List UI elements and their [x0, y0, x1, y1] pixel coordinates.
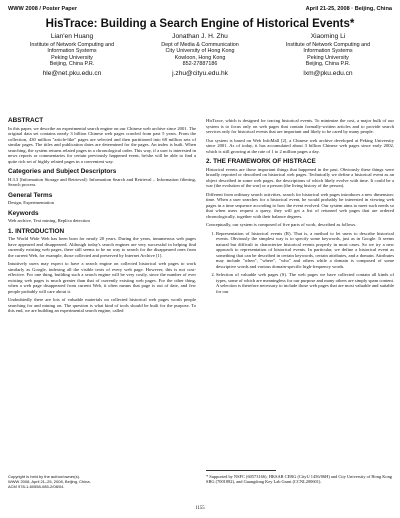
copyright-line: ACM 978-1-60558-085-2/08/04. — [8, 484, 65, 489]
author-affil-line: Information Systems — [47, 48, 97, 55]
author-affil-line: City University of Hong Kong — [165, 48, 235, 55]
author-email: hle@net.pku.edu.cn — [42, 69, 102, 77]
author-affil-line: Information Systems — [303, 48, 353, 55]
footnote-rule — [206, 470, 276, 471]
author-email: j.zhu@cityu.edu.hk — [172, 69, 228, 77]
author-affil-line: Beijing, China P.R. — [305, 61, 351, 68]
keywords-text: Web archive, Text mining, Replica detection — [8, 218, 90, 223]
intro-paragraph: The World Wide Web has been born for nearly 20 years. During the years, innumerous web pages have appeared and disappeared. Although today's search engines are very successful in helping find currently existing web pages, there still seems to be no way to search for the disappeared ones from the current Web, for example, those collected and preserved by Internet Archive [1]. — [8, 236, 196, 258]
author-name: Jonathan J. H. Zhu — [172, 33, 228, 40]
introduction-heading: 1. INTRODUCTION — [8, 227, 65, 235]
author-block — [8, 34, 392, 78]
author-1 — [8, 34, 136, 78]
abstract-text: In this paper, we describe an experimental search engine on our Chinese web archive since 2001. The original data set contains nearly 3 billion Chinese web pages crawled from past 5 years. From the collection, 430 million "article-like" pages are selected and then partitioned into 68 million sets of similar pages. The titles and publication dates are determined for the pages. An index is built. When searching, the system returns related pages in a chronological order. This way, if a user is interested in news reports or commentaries for certain previously happened event, he/she will be able to find a quite rich set of highly related pages in a convenient way. — [8, 125, 196, 164]
author-3 — [264, 34, 392, 78]
header-right: April 21-25, 2008 · Beijing, China — [305, 6, 392, 12]
categories-text: H.3.3 [Information Storage and Retrieval]: Information Search and Retrieval – Information filtering, Search process — [8, 176, 196, 187]
author-affil-line: Institute of Network Computing and — [29, 41, 115, 48]
running-header — [8, 6, 392, 16]
copyright-line: WWW 2008, April 21–25, 2008, Beijing, China. — [8, 479, 91, 484]
author-affil-line: Dept of Media & Communication — [161, 41, 239, 48]
left-column — [8, 118, 196, 317]
body-paragraph: Our system is based on Web InfoMall [2], a Chinese web archive developed at Peking University since 2001. As of today, it has accumulated about 3 billion Chinese web pages since early 2002, which is still growing at the rate of 1 to 2 million pages a day. — [206, 137, 394, 154]
copyright-notice — [8, 474, 196, 489]
intro-paragraph: Intuitively users may expect to have a search engine on collected historical web pages to work similarly as Google, indexing all the visible texts of every web page. However, this is not cost-effective. For one thing, building such a search engine will be very costly, since the number of ever existing web pages is much greater than that of currently existing web pages. For the other thing, when a web page disappeared from current Web, it often means that page is out of date, and few people probably will care about it. — [8, 261, 196, 294]
author-affil-line: Institute of Network Computing and — [285, 41, 371, 48]
copyright-line: Copyright is held by the author/owner(s). — [8, 474, 81, 479]
abstract-heading: ABSTRACT — [8, 117, 44, 124]
general-terms-heading: General Terms — [8, 191, 53, 199]
author-2 — [136, 34, 264, 78]
framework-heading: 2. THE FRAMEWORK OF HISTRACE — [206, 158, 316, 165]
body-paragraph: Conceptually, our system is composed of five parts of work, described as follows. — [206, 222, 357, 227]
author-affil-line: Peking University — [51, 54, 93, 61]
body-paragraph: Historical events are those important things that happened in the past. Obviously these things were broadly reported or described on historical web pages. Technically we define a historical event as an object described in some web pages, the descriptions of which likely evolve with time. It could be a war (the evolution of the war) or a person (the living history of the person). — [206, 166, 394, 188]
author-name: Lian'en Huang — [50, 33, 94, 40]
intro-paragraph: Undoubtedly there are lots of valuable materials on collected historical web pages worth people searching for and mining on. The question is what kind of tools should be built for the purpose. To this end, we are building an experimental search engine, called — [8, 297, 196, 313]
categories-heading: Categories and Subject Descriptors — [8, 168, 117, 175]
paper-title: HisTrace: Building a Search Engine of Historical Events* — [45, 18, 355, 30]
body-paragraph: Different from ordinary search activities, search for historical web pages introduces a new dimension: time. When a user searches for a historical event, he would probably be interested in viewing web pages in a time sequence according to how the event evolved. Our system aims to meet such needs so that when users request a query, they will get a list of returned web pages that are ordered chronologically, together with their balance degrees. — [206, 191, 394, 219]
funding-footnote: * Supported by NSFC (60573166), HKSAR CERG (CityU 1456/06H) and City University of Hong Kong SRG (7001882), and Guangdong Key Lab Grant (CCNL200601). — [206, 474, 392, 484]
author-affil-line: Beijing, China P.R. — [49, 61, 95, 68]
body-paragraph: HisTrace, which is designed for tracing historical events. To minimize the cost, a major bulk of our system is to focus only on web pages that contain formally-written articles and to provide search services only for historical events that are important and likely to be cared by many people. — [206, 118, 394, 134]
header-left: WWW 2008 / Poster Paper — [8, 6, 78, 12]
list-item: 1. Representation of historical events (R). That is, a method to let users to describe historical events. Obviously the simplest way is to specify some keywords, just as in Google. It seems natural but difficult to characterize historical events properly in most cases. So we try a new approach to representation of historical events. In particular, we define a historical event as something that can be described in certain keywords, certain attributes, and a domain. Attributes may include "when", "where", "who" and others while a domain is composed of some descriptive words and various domain-specific high-frequency words. — [216, 231, 394, 270]
author-email: lxm@pku.edu.cn — [303, 69, 353, 77]
author-affil-line: 852-27887186 — [182, 61, 218, 68]
right-column — [206, 118, 394, 297]
list-item: 2. Selection of valuable web pages (S). The web pages we have collected contain all kinds of types, some of which are meaningless for our purpose and many others are simply spam content. A selection is therefore necessary to include those web pages that are most valuable and suitable for our — [216, 272, 394, 294]
author-name: Xiaoming Li — [310, 33, 346, 40]
keywords-heading: Keywords — [8, 209, 39, 217]
framework-list — [206, 231, 394, 295]
general-terms-text: Design, Experimentation — [8, 200, 54, 205]
page-number: 1155 — [195, 506, 205, 511]
author-affil-line: Kowloon, Hong Kong — [174, 54, 226, 61]
author-affil-line: Peking University — [307, 54, 349, 61]
